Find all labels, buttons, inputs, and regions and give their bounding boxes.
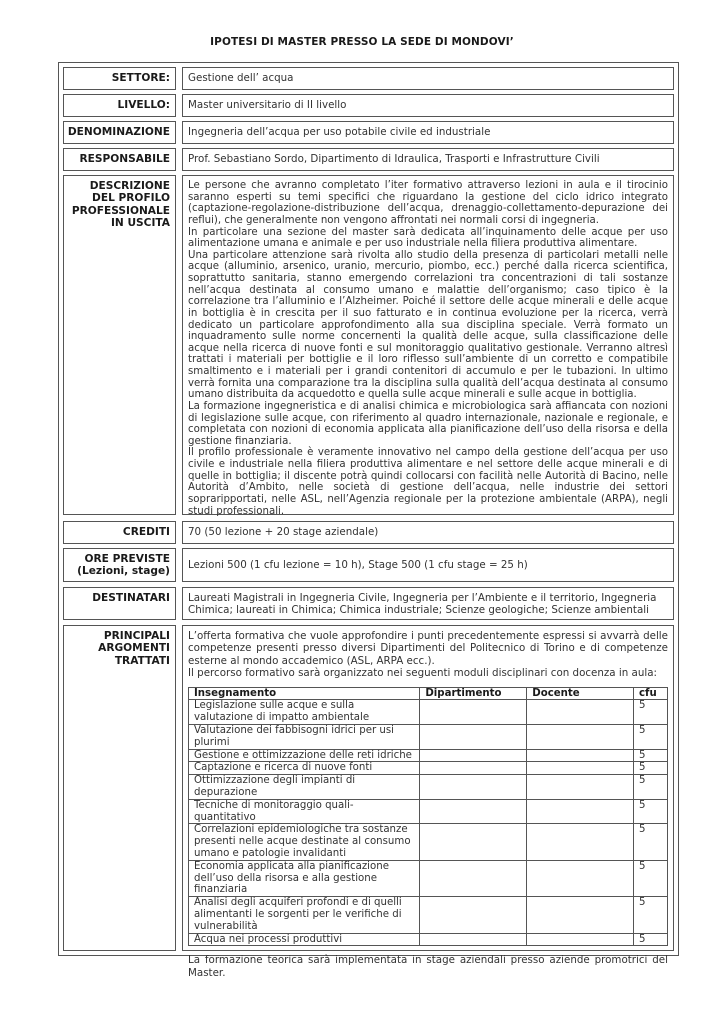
crediti-row [63,521,674,544]
cell-dipartimento [420,799,527,824]
settore-value: Gestione dell’ acqua [182,67,674,90]
cell-dipartimento [420,824,527,860]
header-insegnamento: Insegnamento [189,687,420,700]
cell-cfu: 5 [634,749,668,762]
cell-docente [527,799,634,824]
table-row [189,860,668,896]
descrizione-value [182,175,674,515]
argomenti-row [63,625,674,979]
cell-dipartimento [420,933,527,946]
cell-cfu: 5 [634,824,668,860]
settore-row [63,67,674,90]
descrizione-paragraph: In particolare una sezione del master sarà dedicata all’inquinamento delle acque per uso alimentazione umana e animale e per uso industriale nella filiera produttiva alimentare. [188,226,668,250]
responsabile-label: RESPONSABILE [63,148,176,171]
cell-insegnamento: Ottimizzazione degli impianti di depurazione [189,775,420,800]
cell-docente [527,775,634,800]
table-row [189,933,668,946]
descrizione-row [63,175,674,515]
livello-row [63,94,674,117]
cell-docente [527,824,634,860]
descrizione-paragraph: Il profilo professionale è veramente innovativo nel campo della gestione dell’acqua per uso civile e industriale nella filiera produttiva alimentare e nel settore delle acque minerali e di quelle in bottiglia; il discente potrà quindi collocarsi con facilità nelle Autorità di Bacino, nelle Autorità d’Ambito, nelle società di gestione dell’acqua, nelle industrie dei settori sopraripportati, nelle ASL, nell’Agenzia regionale per la protezione ambientale (ARPA), negli studi professionali. [188,447,668,517]
cell-cfu: 5 [634,860,668,896]
cell-docente [527,860,634,896]
cell-cfu: 5 [634,933,668,946]
livello-label: LIVELLO: [63,94,176,117]
header-cfu: cfu [634,687,668,700]
cell-insegnamento: Economia applicata alla pianificazione dell’uso della risorsa e alla gestione finanziaria [189,860,420,896]
cell-insegnamento: Legislazione sulle acque e sulla valutazione di impatto ambientale [189,700,420,725]
destinatari-value: Laureati Magistrali in Ingegneria Civile, Ingegneria per l’Ambiente e il territorio, Ingegneria Chimica; laureati in Chimica; Chimica industriale; Scienze geologiche; Scienze ambientali [182,587,674,620]
livello-value: Master universitario di II livello [182,94,674,117]
ore-row [63,548,674,582]
cell-docente [527,749,634,762]
cell-docente [527,933,634,946]
courses-table [188,687,668,947]
denominazione-label: DENOMINAZIONE [63,121,176,144]
cell-insegnamento: Captazione e ricerca di nuove fonti [189,762,420,775]
table-header-row [189,687,668,700]
cell-cfu: 5 [634,897,668,933]
crediti-label: CREDITI [63,521,176,544]
descrizione-paragraph: La formazione ingegneristica e di analisi chimica e microbiologica sarà affiancata con nozioni di legislazione sulle acque, con riferimento al quadro internazionale, nazionale e regionale, e completata con nozioni di economia applicata alla pianificazione dell’uso della risorsa e della gestione finanziaria. [188,400,668,447]
table-row [189,775,668,800]
settore-label: SETTORE: [63,67,176,90]
header-docente: Docente [527,687,634,700]
table-row [189,749,668,762]
table-row [189,762,668,775]
table-row [189,725,668,750]
responsabile-row [63,148,674,171]
table-row [189,897,668,933]
ore-value: Lezioni 500 (1 cfu lezione = 10 h), Stage 500 (1 cfu stage = 25 h) [182,548,674,582]
ore-label: ORE PREVISTE (Lezioni, stage) [63,548,176,582]
cell-dipartimento [420,700,527,725]
cell-cfu: 5 [634,725,668,750]
cell-docente [527,897,634,933]
cell-cfu: 5 [634,799,668,824]
header-dipartimento: Dipartimento [420,687,527,700]
cell-insegnamento: Tecniche di monitoraggio quali-quantitativo [189,799,420,824]
cell-cfu: 5 [634,700,668,725]
cell-insegnamento: Gestione e ottimizzazione delle reti idriche [189,749,420,762]
table-row [189,824,668,860]
cell-dipartimento [420,725,527,750]
cell-cfu: 5 [634,762,668,775]
cell-dipartimento [420,897,527,933]
responsabile-value: Prof. Sebastiano Sordo, Dipartimento di Idraulica, Trasporti e Infrastrutture Civili [182,148,674,171]
page-title: IPOTESI DI MASTER PRESSO LA SEDE DI MONDOVI’ [210,36,514,48]
cell-insegnamento: Correlazioni epidemiologiche tra sostanze presenti nelle acque destinate al consumo umano e patologie invalidanti [189,824,420,860]
argomenti-intro: L’offerta formativa che vuole approfondire i punti precedentemente espressi si avvarrà delle competenze presenti presso diversi Dipartimenti del Politecnico di Torino e di competenze esterne al mondo accademico (ASL, ARPA ecc.). [188,630,668,667]
cell-dipartimento [420,749,527,762]
cell-dipartimento [420,860,527,896]
cell-docente [527,762,634,775]
argomenti-closing: La formazione teorica sarà implementata in stage aziendali presso aziende promotrici del Master. [188,954,668,979]
crediti-value: 70 (50 lezione + 20 stage aziendale) [182,521,674,544]
descrizione-label: DESCRIZIONE DEL PROFILO PROFESSIONALE IN USCITA [63,175,176,515]
table-row [189,700,668,725]
table-row [189,799,668,824]
cell-cfu: 5 [634,775,668,800]
argomenti-label: PRINCIPALI ARGOMENTI TRATTATI [63,625,176,951]
destinatari-row [63,587,674,620]
cell-docente [527,700,634,725]
cell-docente [527,725,634,750]
cell-dipartimento [420,762,527,775]
cell-insegnamento: Valutazione dei fabbisogni idrici per usi plurimi [189,725,420,750]
destinatari-label: DESTINATARI [63,587,176,620]
descrizione-paragraph: Una particolare attenzione sarà rivolta allo studio della presenza di particolari metalli nelle acque (alluminio, arsenico, uranio, mercurio, piombo, ecc.) perché dalla ricerca scientifica, soprattutto sanitaria, stanno emergendo correlazioni tra concentrazioni di tali sostanze nell’acqua destinata al consumo umano e malattie dell’organismo; caso tipico è la correlazione tra l’alluminio e l’Alzheimer. Poiché il settore delle acque minerali e delle acque in bottiglia è in crescita per il suo fatturato e in continua evoluzione per la ricerca, verrà dedicato un particolare approfondimento alla sua disciplina speciale. Verrà formato un inquadramento sulle norme concernenti la qualità delle acque, sulla classificazione delle acque nella ricerca di nuove fonti e sul monitoraggio qualitativo gestionale. Verranno altresì trattati i materiali per bottiglie e il loro riflesso sull’ambiente di un corretto e compatibile smaltimento e i materiali per i grandi contenitori di accumulo e per le tubazioni. In ultimo verrà fornita una comparazione tra la disciplina sulla qualità dell’acqua destinata al consumo umano distribuita da acquedotto e quella sulle acque minerali e sulle acque in bottiglia. [188,249,668,401]
cell-insegnamento: Acqua nei processi produttivi [189,933,420,946]
argomenti-intro: Il percorso formativo sarà organizzato nei seguenti moduli disciplinari con docenza in aula: [188,667,658,680]
descrizione-paragraph: Le persone che avranno completato l’iter formativo attraverso lezioni in aula e il tirocinio saranno esperti su temi specifici che riguardano la gestione del ciclo idrico integrato (captazione-regolazione-distribuzione dell’acqua, drenaggio-collettamento-depurazione dei reflui), che generalmente non vengono affrontati nei normali corsi di ingegneria. [188,180,668,226]
denominazione-value: Ingegneria dell’acqua per uso potabile civile ed industriale [182,121,674,144]
denominazione-row [63,121,674,144]
cell-dipartimento [420,775,527,800]
cell-insegnamento: Analisi degli acquiferi profondi e di quelli alimentanti le sorgenti per le verifiche di vulnerabilità [189,897,420,933]
argomenti-value [182,625,674,979]
master-form [58,62,679,979]
